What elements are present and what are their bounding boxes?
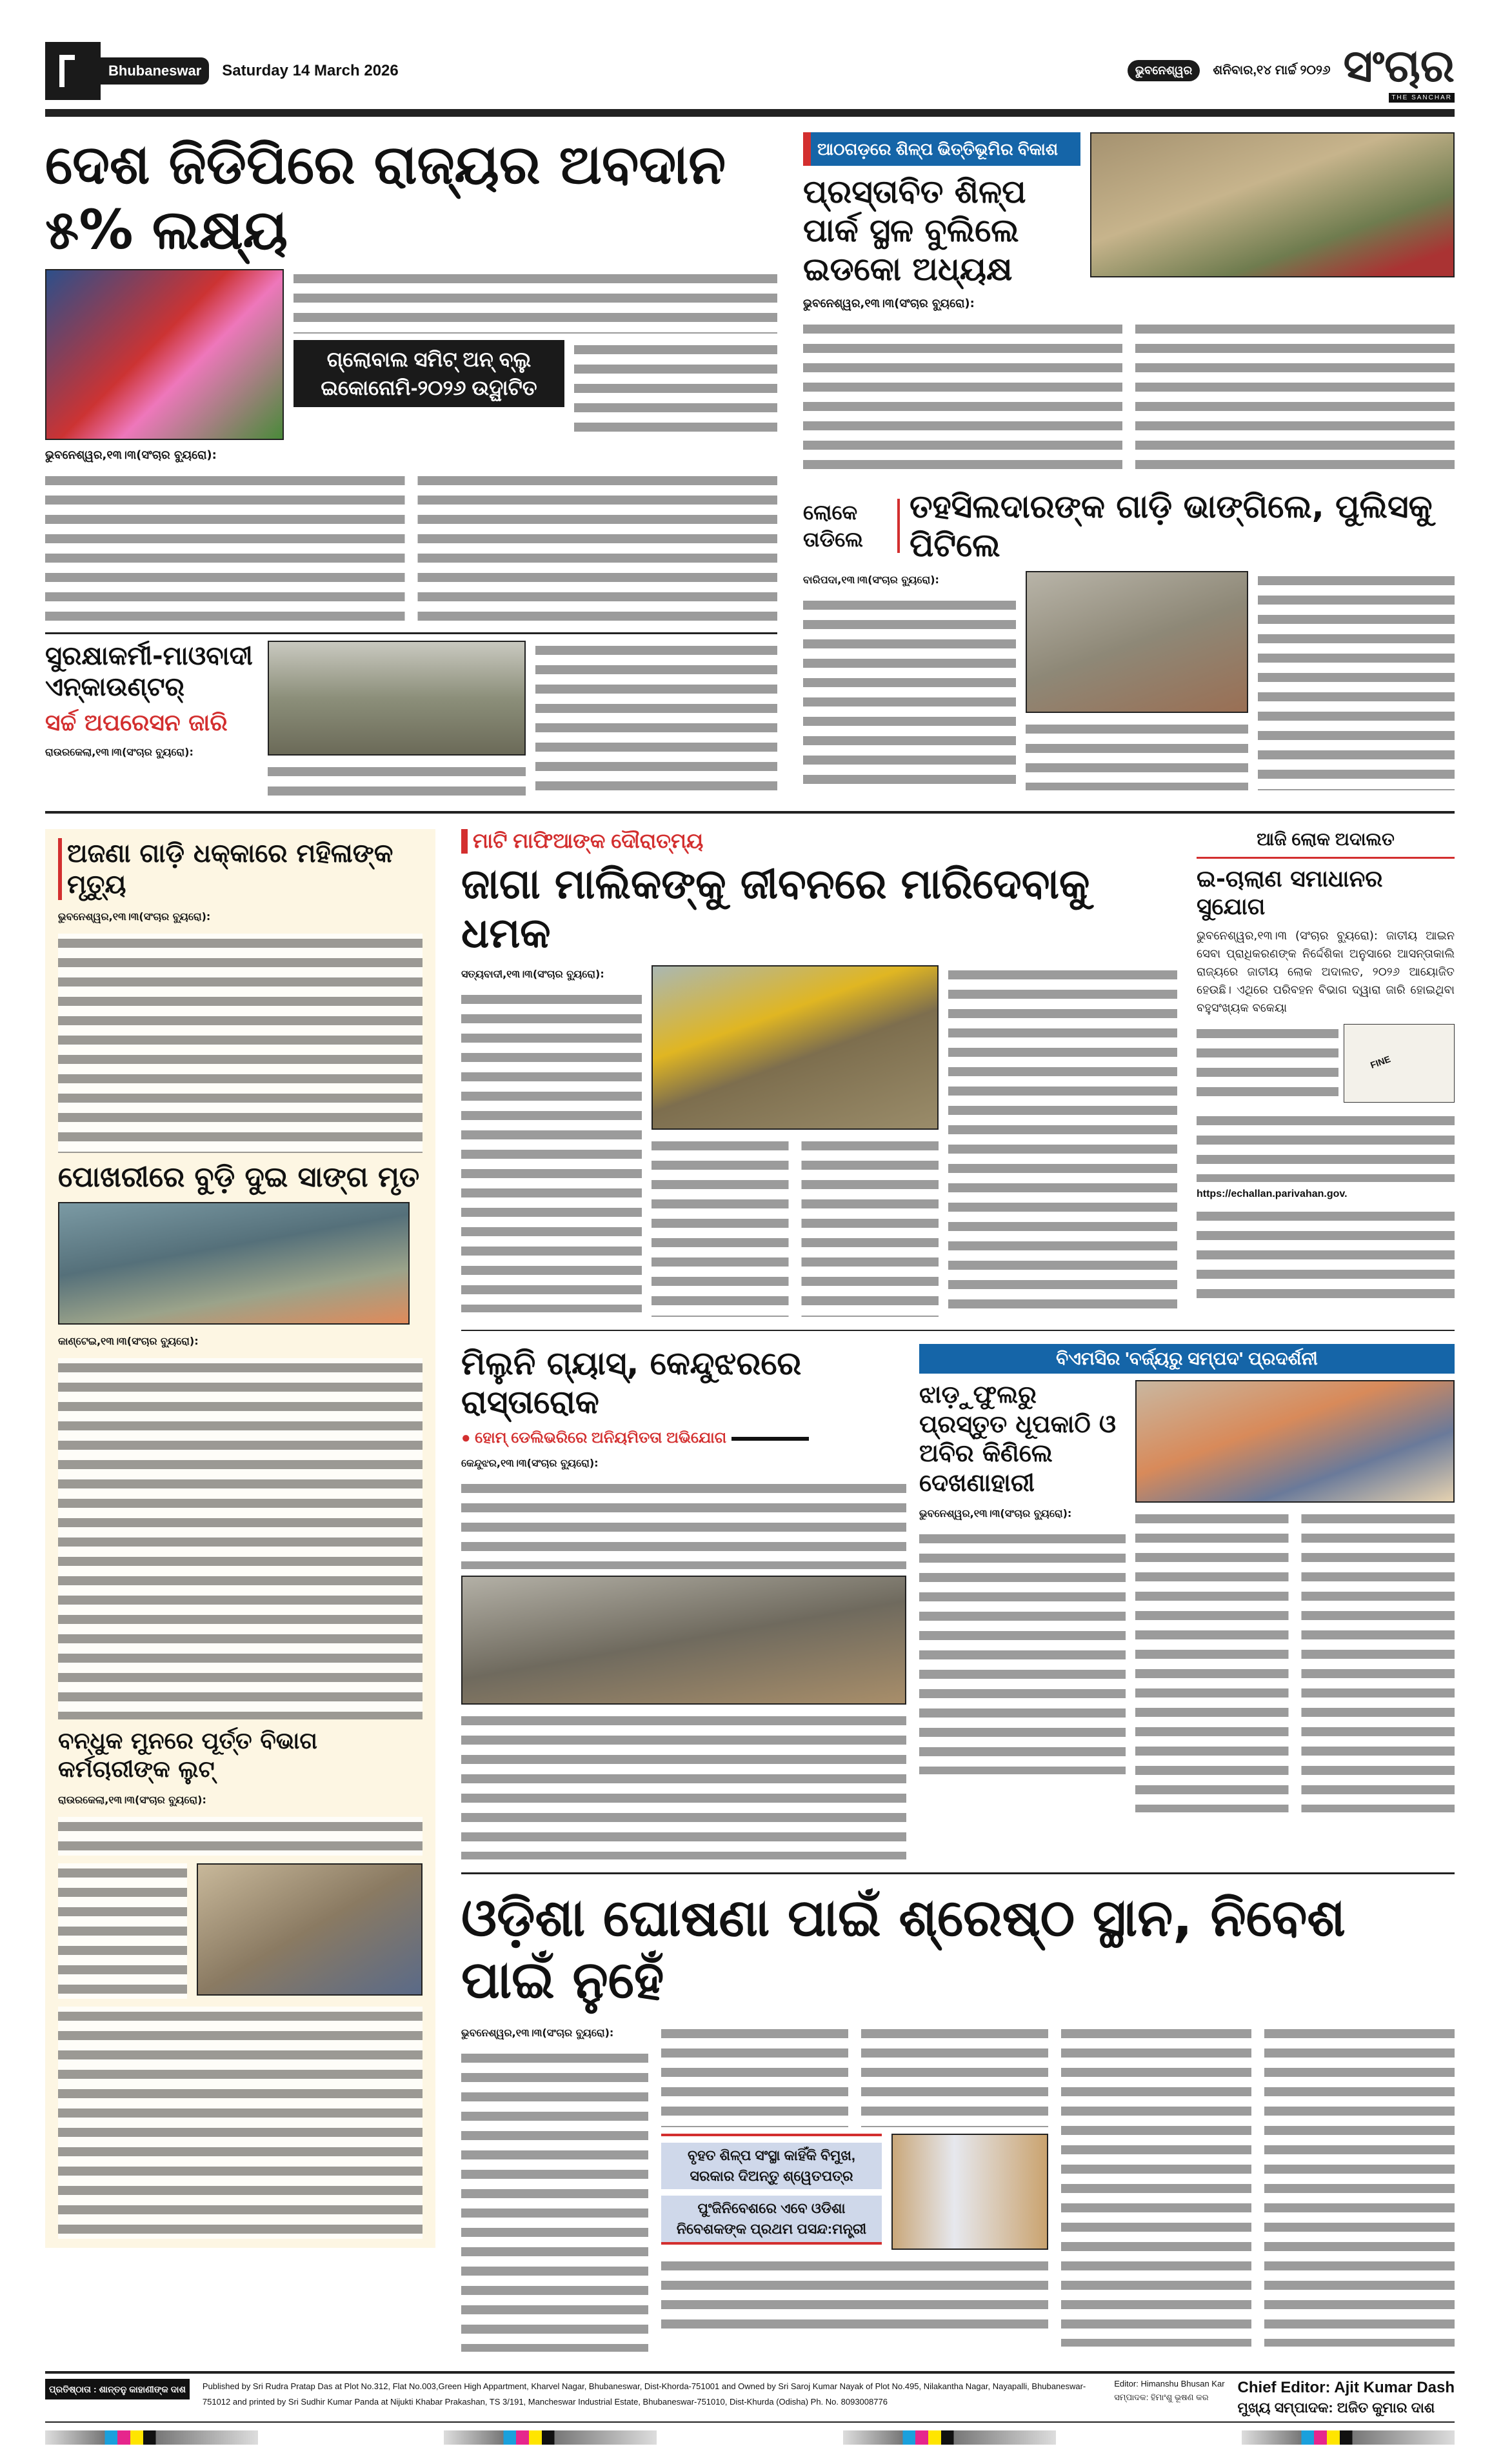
lead-body-top (293, 269, 777, 334)
tahsildar-kicker (803, 499, 900, 553)
gas-body (461, 1711, 906, 1859)
athagarh-kicker-text: ଆଠଗଡ଼ରେ ଶିଳ୍ପ ଭିତ୍ତିଭୂମିର ବିକାଶ (817, 139, 1059, 159)
bmc-kicker (919, 1344, 1455, 1374)
tahsildar-body-left (803, 596, 1016, 789)
tahsildar-kicker-text: ଲୋକେ ତାଡିଲେ (803, 501, 864, 551)
investment-box2-text: ପୁଂଜିନିବେଶରେ ଏବେ ଓଡିଶା ନିବେଶକଙ୍କ ପ୍ରଥମ ପସନ୍ଦ:ମନ୍ତ୍ରୀ (676, 2200, 867, 2238)
encounter-body (268, 762, 526, 796)
founder-badge: ପ୍ରତିଷ୍ଠାତା : ଶାନ୍ତନୁ କାହାଣୀଙ୍କ ଦାଶ (45, 2379, 190, 2399)
lead-subhead: ଗ୍ଲୋବାଲ ସମିଟ୍ ଅନ୍ ବ୍ଲୁ ଇକୋନୋମି-୨୦୨୬ ଉଦ୍ଘାଟିତ (321, 347, 537, 399)
lead-body (45, 471, 777, 626)
bmc-headline: ଝାଡ଼ୁଫୁଲରୁ ପ୍ରସ୍ତୁତ ଧୂପକାଠି ଓ ଅବିର କିଣିଲେ ଦେଖଣାହାରୀ (919, 1380, 1117, 1497)
logo-en: THE SANCHAR (1389, 93, 1455, 103)
athagarh-body (803, 319, 1455, 474)
soil-kicker (461, 829, 1177, 854)
encounter-dateline: ରାଉରକେଲା,୧୩।୩(ସଂଚାର ବ୍ୟୁରୋ): (45, 745, 194, 758)
gas-subhead: ● ହୋମ୍ ଡେଲିଭରିରେ ଅନିୟମିତତା ଅଭିଯୋଗ (461, 1428, 906, 1448)
bottom-divider (461, 1872, 1455, 1874)
loot-body (58, 2007, 423, 2239)
lead-headline: ଦେଶ ଜିଡିପିରେ ରାଜ୍ୟର ଅବଦାନ ୫% ଲକ୍ଷ୍ୟ (45, 133, 726, 261)
bmc-photo (1135, 1380, 1455, 1503)
loot-body-top (58, 1817, 423, 1856)
bmc-dateline: ଭୁବନେଶ୍ୱର,୧୩।୩(ସଂଚାର ବ୍ୟୁରୋ): (919, 1507, 1072, 1519)
color-bars (45, 2430, 1455, 2445)
accident-headline: ଅଜଣା ଗାଡ଼ି ଧକ୍କାରେ ମହିଳାଙ୍କ ମୃତ୍ୟୁ (58, 838, 423, 900)
chief-editor-en: Chief Editor: Ajit Kumar Dash (1237, 2379, 1455, 2397)
encounter-body-right (535, 641, 777, 792)
athagarh-photo (1090, 132, 1455, 277)
bmc-body (1135, 1509, 1455, 1812)
gas-headline: ମିଲୁନି ଗ୍ୟାସ୍, କେନ୍ଦୁଝରରେ ରାସ୍ତାରୋକ (461, 1345, 802, 1421)
masthead (45, 39, 1455, 117)
investment-body-col1 (461, 2048, 648, 2352)
lok-adalat-lede: ଭୁବନେଶ୍ୱର,୧୩।୩ (ସଂଚାର ବ୍ୟୁରୋ): ଜାତୀୟ ଆଇନ ସେବା ପ୍ରାଧିକରଣଙ୍କ ନିର୍ଦ୍ଦେଶିକା ଅନୁସାରେ ଆସନ୍ତାକାଲି ରାଜ୍ୟରେ ଜାତୀୟ ଲୋକ ଅଦାଲତ, ୨୦୨୬ ଆୟୋଜିତ ହେଉଛି। ଏଥିରେ ପରିବହନ ବିଭାଗ ଦ୍ୱାରା ଜାରି ହୋଇଥିବା ବହୁସଂଖ୍ୟକ ବକେୟା (1197, 928, 1455, 1015)
gas-photo (461, 1576, 906, 1705)
soil-dateline: ସତ୍ୟବାଦୀ,୧୩।୩(ସଂଚାର ବ୍ୟୁରୋ): (461, 968, 604, 981)
pond-photo (58, 1202, 410, 1325)
investment-body-col3 (861, 2024, 1048, 2127)
section-divider (45, 811, 1455, 814)
tahsildar-headline: ତହସିଲଦାରଙ୍କ ଗାଡ଼ି ଭାଙ୍ଗିଲେ, ପୁଲିସକୁ ପିଟିଲେ (910, 488, 1433, 564)
bmc-kicker-text: ବିଏମସିର 'ବର୍ଜ୍ୟରୁ ସମ୍ପଦ' ପ୍ରଦର୍ଶନୀ (1056, 1348, 1318, 1369)
footer-rule-bottom (45, 2421, 1455, 2423)
investment-headline: ଓଡ଼ିଶା ଘୋଷଣା ପାଇଁ ଶ୍ରେଷ୍ଠ ସ୍ଥାନ, ନିବେଶ ପାଇଁ ନୁହେଁ (461, 1888, 1346, 2010)
lok-adalat-cartoon (1344, 1024, 1455, 1103)
soil-body-bottom (652, 1136, 939, 1317)
investment-photo (891, 2134, 1048, 2250)
mid-divider (461, 1330, 1455, 1331)
cartoon-fine-label: FINE (1369, 1053, 1392, 1070)
investment-body-col2b (661, 2256, 1048, 2334)
investment-box1 (661, 2143, 882, 2189)
loot-body-side (58, 1863, 187, 1999)
soil-body-left (461, 990, 642, 1312)
lok-adalat-body-side (1197, 1024, 1338, 1105)
lok-adalat-body (1197, 1111, 1455, 1182)
tahsildar-dateline: ବାରିପଦା,୧୩।୩(ସଂଚାର ବ୍ୟୁରୋ): (803, 574, 939, 586)
divider (45, 632, 777, 634)
city-badge: Bhubaneswar (101, 57, 209, 85)
loot-dateline: ରାଉରକେଲା,୧୩।୩(ସଂଚାର ବ୍ୟୁରୋ): (58, 1793, 206, 1806)
box1-rule (661, 2134, 882, 2136)
lok-adalat-headline: ଇ-ଚାଲାଣ ସମାଧାନର ସୁଯୋଗ (1197, 865, 1383, 920)
lok-adalat-kicker: ଆଜି ଲୋକ ଅଦାଲତ (1257, 828, 1395, 849)
investment-body-col2 (661, 2024, 848, 2127)
color-bar (444, 2430, 657, 2445)
logo: ସଂଚାର (1343, 41, 1455, 91)
tahsildar-body-right (1258, 571, 1455, 790)
lead-subhead-box (293, 340, 564, 407)
investment-box2 (661, 2196, 882, 2245)
accident-body (58, 934, 423, 1153)
echallan-link[interactable]: https://echallan.parivahan.gov. (1197, 1188, 1348, 1199)
lok-adalat-body-end (1197, 1207, 1455, 1303)
lead-photo (45, 269, 284, 440)
soil-body-right (948, 965, 1177, 1314)
soil-headline: ଜାଗା ମାଲିକଙ୍କୁ ଜୀବନରେ ମାରିଦେବାକୁ ଧମକ (461, 860, 1090, 958)
pond-body (58, 1358, 423, 1719)
left-column (45, 829, 435, 2248)
date-or: ଶନିବାର,୧୪ ମାର୍ଚ୍ଚ ୨୦୨୬ (1213, 63, 1331, 77)
lead-dateline: ଭୁବନେଶ୍ୱର,୧୩।୩(ସଂଚାର ବ୍ୟୁରୋ): (45, 448, 217, 462)
color-bar (45, 2430, 258, 2445)
date-en: Saturday 14 March 2026 (222, 61, 399, 79)
gas-subhead-text: ହୋମ୍ ଡେଲିଭରିରେ ଅନିୟମିତତା ଅଭିଯୋଗ (475, 1429, 727, 1447)
athagarh-dateline: ଭୁବନେଶ୍ୱର,୧୩।୩(ସଂଚାର ବ୍ୟୁରୋ): (803, 297, 975, 310)
color-bar (1242, 2430, 1455, 2445)
encounter-headline: ସୁରକ୍ଷାକର୍ମୀ-ମାଓବାଦୀ ଏନ୍‌କାଉଣ୍ଟର୍ (45, 641, 253, 702)
color-bar (843, 2430, 1056, 2445)
tahsildar-photo (1026, 571, 1248, 713)
encounter-subhead: ସର୍ଚ୍ଚ ଅପରେସନ ଜାରି (45, 709, 228, 736)
athagarh-kicker (803, 132, 1080, 166)
city-badge-or: ଭୁବନେଶ୍ୱର (1128, 60, 1200, 81)
investment-dateline: ଭୁବନେଶ୍ୱର,୧୩।୩(ସଂଚାର ବ୍ୟୁରୋ): (461, 2027, 614, 2039)
lead-body-right (574, 340, 777, 437)
soil-photo (652, 965, 939, 1130)
investment-box1-text: ବୃହତ ଶିଳ୍ପ ସଂସ୍ଥା କାହିଁକି ବିମୁଖ, ସରକାର ଦିଅନ୍ତୁ ଶ୍ୱେତପତ୍ର (687, 2147, 856, 2185)
lok-adalat-rule (1197, 857, 1455, 859)
athagarh-headline: ପ୍ରସ୍ତାବିତ ଶିଳ୍ପ ପାର୍କ ସ୍ଥଳ ବୁଲିଲେ ଇଡକୋ ଅଧ୍ୟକ୍ଷ (803, 173, 1026, 288)
pond-dateline: କାଣ୍ଟେଇ,୧୩।୩(ସଂଚାର ବ୍ୟୁରୋ): (58, 1335, 199, 1348)
gas-dateline: କେନ୍ଦୁଝର,୧୩।୩(ସଂଚାର ବ୍ୟୁରୋ): (461, 1457, 599, 1470)
tahsildar-body-mid (1026, 719, 1248, 790)
page-corner-mark (45, 42, 101, 100)
encounter-photo (268, 641, 526, 756)
investment-body-right (1061, 2024, 1455, 2347)
chief-editor-or: ମୁଖ୍ୟ ସମ୍ପାଦକ: ଅଜିତ କୁମାର ଦାଶ (1237, 2399, 1435, 2416)
editor-en: Editor: Himanshu Bhusan Kar (1114, 2379, 1225, 2389)
imprint: Published by Sri Rudra Pratap Das at Plot No.312, Flat No.003,Green High Appartment, Kharvel Nagar, Bhubaneswar, Dist-Khorda-751001 and Owned by Sri Saroj Kumar Nayak of Plot No.495, Nilakantha Nagar, Nayapalli, Bhubaneswar-751012 and printed by Sri Sudhir Kumar Panda at Nijukti Khabar Prakashan, TS 3/191, Mancheswar Industrial Estate, Bhubaneswar-751010, Dist-Khurda (Odisha) Ph. No. 8093008776 (202, 2381, 1086, 2407)
soil-kicker-text: ମାଟି ମାଫିଆଙ୍କ ଦୌରାତ୍ମ୍ୟ (473, 828, 704, 852)
gas-body-top (461, 1479, 906, 1569)
accident-dateline: ଭୁବନେଶ୍ୱର,୧୩।୩(ସଂଚାର ବ୍ୟୁରୋ): (58, 910, 211, 923)
pond-headline: ପୋଖରୀରେ ବୁଡ଼ି ଦୁଇ ସାଙ୍ଗ ମୃତ (58, 1160, 420, 1194)
editor-or: ସମ୍ପାଦକ: ହିମାଂଶୁ ଭୂଷଣ କର (1114, 2392, 1209, 2403)
loot-photo (197, 1863, 423, 1996)
bmc-body-left (919, 1529, 1126, 1774)
loot-headline: ବନ୍ଧୁକ ମୁନରେ ପୂର୍ତ୍ତ ବିଭାଗ କର୍ମଚାରୀଙ୍କ ଲୁଟ୍ (58, 1728, 317, 1783)
